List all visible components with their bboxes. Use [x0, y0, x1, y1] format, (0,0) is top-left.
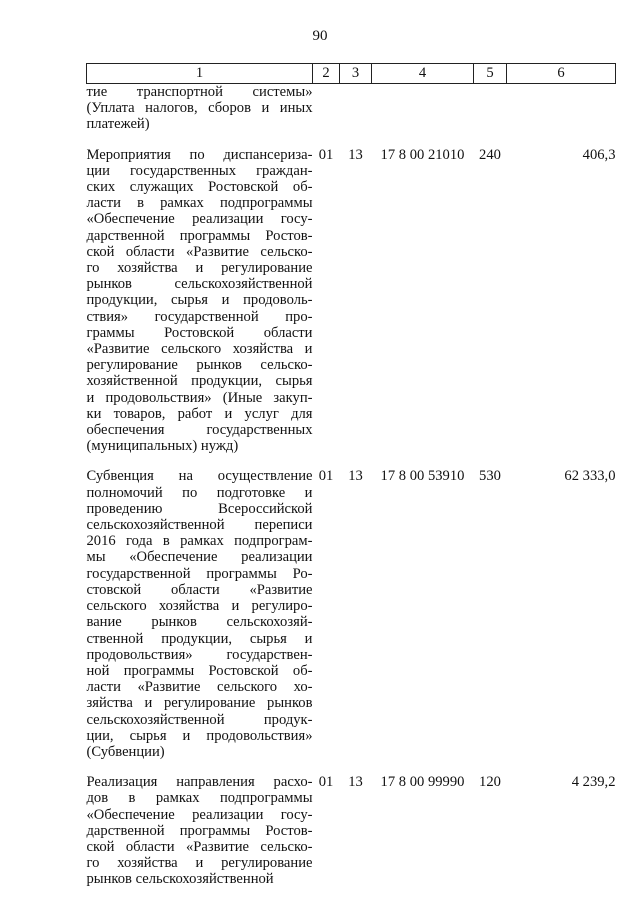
- target-article-code: 17 8 00 99990: [380, 774, 465, 791]
- header-col-5: 5: [474, 64, 507, 84]
- amount: 62 333,0: [564, 468, 616, 485]
- section-code: 01: [318, 146, 334, 163]
- description-line: ской области «Развитие сельско-: [86, 243, 313, 260]
- description-line: го хозяйства и регулирование: [86, 855, 313, 872]
- description-line: 2016 года в рамках подпрограм-: [86, 533, 313, 550]
- description-line: рынков сельскохозяйственной: [86, 276, 313, 293]
- subsection-code: 13: [348, 146, 363, 163]
- description-line: продовольствия» государствен-: [86, 646, 313, 663]
- description-line: сельскохозяйственной продук-: [86, 711, 313, 728]
- description-line: ки товаров, работ и услуг для: [86, 405, 313, 422]
- row-description: [87, 454, 313, 760]
- description-line: ственной продукции, сырья и: [86, 630, 313, 647]
- description-line: Реализация направления расхо-: [86, 774, 313, 791]
- description-line: мы «Обеспечение реализации: [86, 549, 313, 566]
- header-col-1: 1: [87, 64, 313, 84]
- header-col-6: 6: [507, 64, 616, 84]
- description-line: дарственной программы Ростов-: [86, 822, 313, 839]
- description-line: ских служащих Ростовской об-: [86, 179, 313, 196]
- description-line: «Обеспечение реализации госу-: [86, 211, 313, 228]
- description-line: стовской области «Развитие: [86, 581, 313, 598]
- description-line: ласти в рамках подпрограммы: [86, 195, 313, 212]
- description-line: ласти «Развитие сельского хо-: [86, 679, 313, 696]
- description-line: ции, сырья и продовольствия»: [86, 727, 313, 744]
- description-line: вание рынков сельскохозяй-: [86, 614, 313, 631]
- description-line: проведению Всероссийской: [86, 500, 313, 517]
- page-number: 90: [312, 28, 328, 44]
- description-line: Мероприятия по диспансериза-: [86, 146, 313, 163]
- header-col-3: 3: [340, 64, 372, 84]
- description-line: ской области «Развитие сельско-: [86, 838, 313, 855]
- description-line: регулирование рынков сельско-: [86, 357, 313, 374]
- description-line: «Обеспечение реализации госу-: [86, 806, 313, 823]
- row-description: [87, 760, 313, 887]
- amount: 4 239,2: [571, 774, 616, 791]
- description-line: ствия» государственной про-: [86, 308, 313, 325]
- description-line: Субвенция на осуществление: [86, 468, 313, 485]
- row-description: [87, 84, 313, 133]
- description-line: граммы Ростовской области: [86, 324, 313, 341]
- description-line: ной программы Ростовской об-: [86, 662, 313, 679]
- table-row: [87, 84, 616, 133]
- description-line: «Развитие сельского хозяйства и: [86, 341, 313, 358]
- description-line: хозяйственной продукции, сырья: [86, 373, 313, 390]
- target-article-code: 17 8 00 53910: [380, 468, 465, 485]
- row-description: [87, 133, 313, 455]
- description-line: сельскохозяйственной переписи: [86, 517, 313, 534]
- description-line: дов в рамках подпрограммы: [86, 790, 313, 807]
- table-row: [87, 133, 616, 455]
- table-row: [87, 454, 616, 760]
- target-article-code: [372, 84, 474, 133]
- description-line: (муниципальных) нужд): [86, 438, 239, 455]
- section-code: [313, 84, 340, 133]
- description-line: тие транспортной системы»: [86, 84, 313, 100]
- description-line: полномочий по подготовке и: [86, 484, 313, 501]
- table-row: [87, 760, 616, 887]
- description-line: обеспечения государственных: [86, 422, 313, 439]
- budget-table: [86, 63, 616, 888]
- description-line: и продовольствия» (Иные закуп-: [86, 389, 313, 406]
- amount: [507, 84, 616, 133]
- description-line: зяйства и регулирование рынков: [86, 695, 313, 712]
- section-code: 01: [318, 774, 334, 791]
- subsection-code: 13: [348, 468, 363, 485]
- expense-type-code: [474, 84, 507, 133]
- subsection-code: 13: [348, 774, 363, 791]
- header-col-4: 4: [372, 64, 474, 84]
- description-line: (Субвенции): [86, 743, 165, 760]
- description-line: го хозяйства и регулирование: [86, 260, 313, 277]
- subsection-code: [340, 84, 372, 133]
- description-line: сельского хозяйства и регулиро-: [86, 598, 313, 615]
- header-col-2: 2: [313, 64, 340, 84]
- description-line: рынков сельскохозяйственной: [86, 871, 274, 888]
- description-line: платежей): [86, 116, 150, 133]
- expense-type-code: 530: [479, 468, 501, 485]
- expense-type-code: 240: [479, 146, 501, 163]
- description-line: дарственной программы Ростов-: [86, 227, 313, 244]
- expense-type-code: 120: [479, 774, 501, 791]
- description-line: продукции, сырья и продоволь-: [86, 292, 313, 309]
- table-header-row: [87, 64, 616, 84]
- section-code: 01: [318, 468, 334, 485]
- target-article-code: 17 8 00 21010: [380, 146, 465, 163]
- description-line: ции государственных граждан-: [86, 162, 313, 179]
- description-line: (Уплата налогов, сборов и иных: [86, 100, 313, 117]
- description-line: государственной программы Ро-: [86, 565, 313, 582]
- amount: 406,3: [582, 146, 616, 163]
